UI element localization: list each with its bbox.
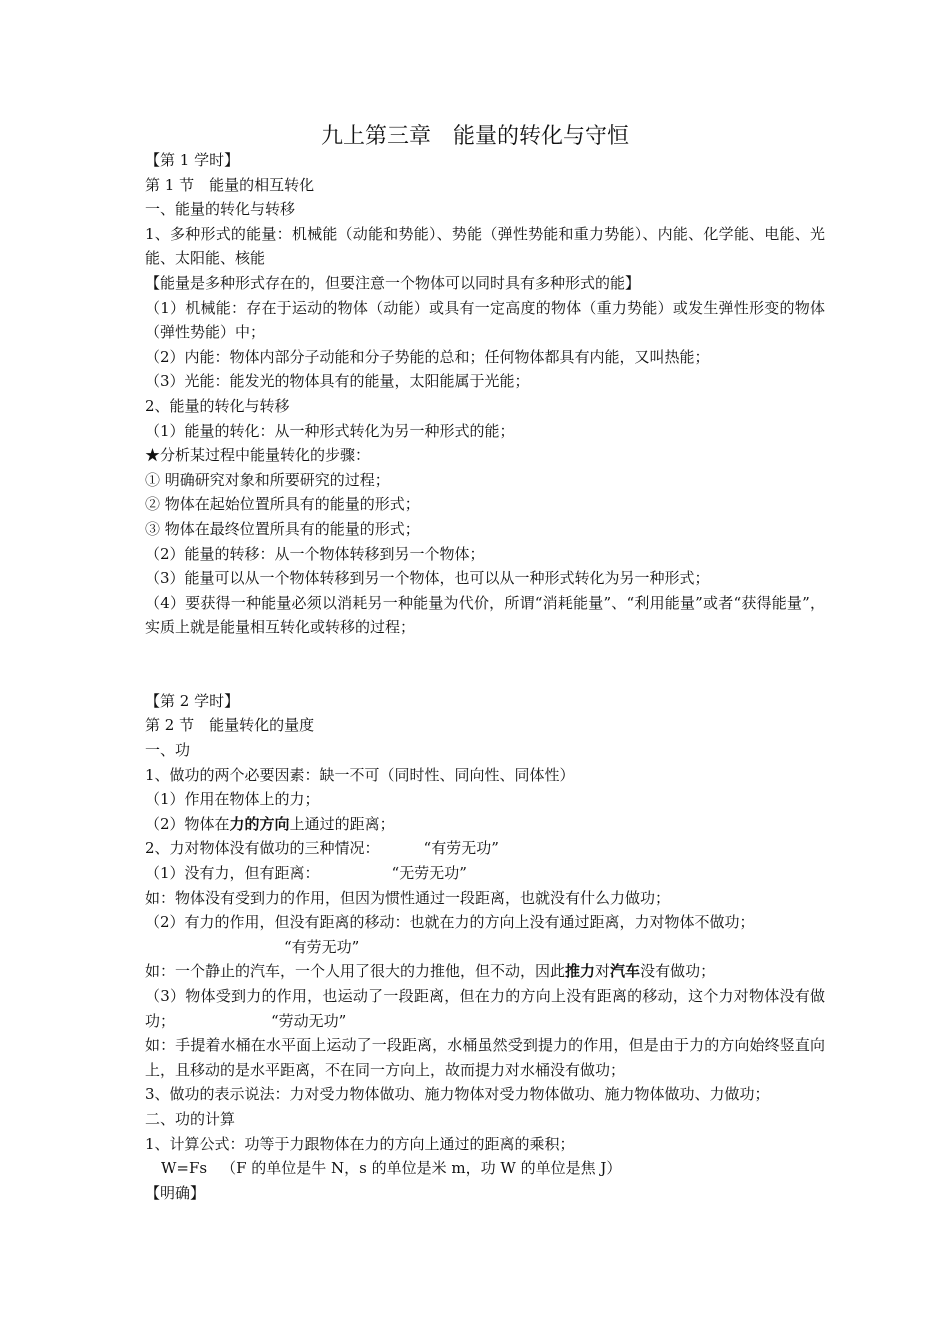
document-title: 九上第三章 能量的转化与守恒 [320,124,629,149]
quote-label: “有劳无功” [284,937,360,956]
subsection-heading: 二、功的计算 [145,1109,236,1128]
paragraph [145,836,825,861]
text-run: （1）没有力，但有距离： [145,864,320,883]
quote-label: “无劳无功” [391,864,467,883]
bold-text: 汽车 [610,962,641,981]
paragraph [145,959,825,984]
paragraph: 1、计算公式：功等于力跟物体在力的方向上通过的距离的乘积； [145,1134,575,1153]
lesson-2-section [145,689,825,1205]
paragraph: 1、做功的两个必要因素：缺一不可（同时性、同向性、同体性） [145,765,575,784]
paragraph: （2）能量的转移：从一个物体转移到另一个物体； [145,544,485,563]
text-run: 如：一个静止的汽车，一个人用了很大的力推他，但不动，因此 [145,962,566,981]
lesson-1-heading: 【第 1 学时】 [145,151,240,169]
text-run: 2、力对物体没有做功的三种情况： [145,839,380,858]
paragraph: 如：手提着水桶在水平面上运动了一段距离，水桶虽然受到提力的作用，但是由于力的方向始终竖直向上，且移动的是水平距离，不在同一方向上，故而提力对水桶没有做功； [145,1036,825,1079]
formula-units: （F 的单位是牛 N，s 的单位是米 m，功 W 的单位是焦 J） [221,1159,622,1178]
paragraph [145,984,825,1033]
paragraph [145,861,825,886]
paragraph: （3）能量可以从一个物体转移到另一个物体，也可以从一种形式转化为另一种形式； [145,569,710,588]
list-item: ② 物体在起始位置所具有的能量的形式； [145,495,420,514]
paragraph: （3）光能：能发光的物体具有的能量，太阳能属于光能； [145,372,530,391]
paragraph: 1、多种形式的能量：机械能（动能和势能）、势能（弹性势能和重力势能）、内能、化学能、电能、光能、太阳能、核能 [145,224,825,268]
bold-text: 推力 [565,962,596,981]
text-run: 上通过的距离； [289,814,395,833]
formula-line [145,1156,825,1181]
bold-text: 力的方向 [229,814,290,833]
quote-label: “有劳无功” [423,839,499,858]
paragraph: ★分析某过程中能量转化的步骤： [145,446,371,465]
section-2-title: 第 2 节 能量转化的量度 [145,716,315,735]
formula: W=Fs [161,1159,208,1178]
paragraph: （2）内能：物体内部分子动能和分子势能的总和；任何物体都具有内能，又叫热能； [145,347,710,366]
text-run: （3）物体受到力的作用，也运动了一段距离，但在力的方向上没有距离的移动，这个力对物体没有做功； [145,987,825,1030]
paragraph: 如：物体没有受到力的作用，但因为惯性通过一段距离，也就没有什么力做功； [145,888,671,907]
list-item: ③ 物体在最终位置所具有的能量的形式； [145,519,420,538]
list-item [145,812,825,837]
note-paragraph: 【能量是多种形式存在的，但要注意一个物体可以同时具有多种形式的能】 [145,273,641,292]
paragraph: 3、做功的表示说法：力对受力物体做功、施力物体对受力物体做功、施力物体做功、力做功； [145,1085,770,1104]
subsection-heading: 一、功 [145,741,191,760]
subsection-heading: 一、能量的转化与转移 [145,200,296,219]
text-run: 没有做功； [640,962,716,981]
lesson-2-heading: 【第 2 学时】 [145,691,240,710]
paragraph: （1）能量的转化：从一种形式转化为另一种形式的能； [145,421,515,440]
quote-label: “劳动无功” [271,1011,347,1030]
text-run: 对 [595,962,611,981]
list-item: （1）作用在物体上的力； [145,790,320,809]
section-gap [145,640,825,689]
paragraph: （4）要获得一种能量必须以消耗另一种能量为代价，所谓“消耗能量”、“利用能量”或者“获得能量”，实质上就是能量相互转化或转移的过程； [145,593,825,637]
note-heading: 【明确】 [145,1183,206,1202]
section-1-title: 第 1 节 能量的相互转化 [145,175,315,194]
paragraph: （1）机械能：存在于运动的物体（动能）或具有一定高度的物体（重力势能）或发生弹性形变的物体（弹性势能）中； [145,298,825,342]
subsection-heading: 2、能量的转化与转移 [145,396,290,415]
paragraph: （2）有力的作用，但没有距离的移动：也就在力的方向上没有通过距离，力对物体不做功； [145,913,755,932]
lesson-1-section [145,148,825,640]
list-item: ① 明确研究对象和所要研究的过程； [145,470,390,489]
text-run: （2）物体在 [145,814,230,833]
document-body [145,148,825,1205]
